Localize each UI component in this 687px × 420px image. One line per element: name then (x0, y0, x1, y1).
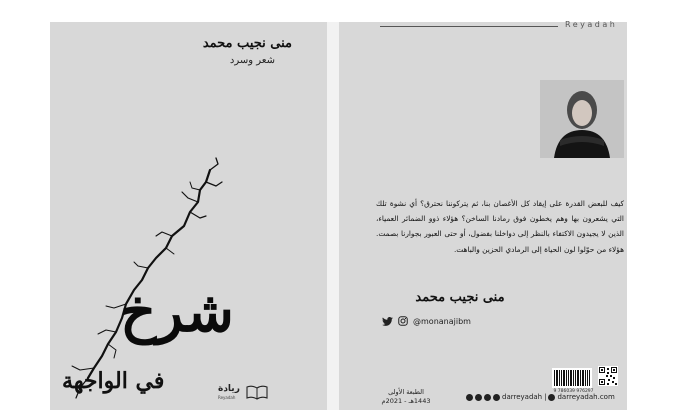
social-icons[interactable] (484, 394, 491, 401)
open-book-icon (246, 384, 268, 400)
front-cover (50, 22, 327, 410)
barcode-icon (552, 368, 592, 388)
author-photo (540, 80, 624, 158)
crack-illustration (50, 22, 327, 410)
instagram-icon[interactable] (398, 316, 408, 326)
publisher-contacts (466, 393, 615, 401)
book-title: شرخ (120, 279, 234, 345)
author-handle[interactable]: @monanajibm (413, 316, 471, 326)
book-spine (327, 22, 339, 410)
publisher-logo (218, 384, 240, 400)
publisher-name-ar: ريادة (218, 384, 240, 394)
front-author-name: منى نجيب محمد (202, 36, 292, 51)
front-genre: شعر وسرد (229, 55, 275, 66)
publisher-website[interactable]: darreyadah.com (557, 393, 615, 401)
web-icon (548, 394, 555, 401)
contacts-separator: | (544, 393, 547, 401)
edition-year: 1443هـ - 2021م (381, 396, 431, 405)
publisher-handle[interactable]: darreyadah (502, 393, 543, 401)
brand-divider (380, 26, 558, 27)
social-icons[interactable] (466, 394, 473, 401)
publisher-name-en: Reyadah (218, 395, 236, 400)
barcode-number: 9 786039 976297 (553, 389, 594, 394)
twitter-icon[interactable] (382, 317, 393, 326)
edition-label: الطبعة الأولى (388, 388, 424, 396)
back-author-name: منى نجيب محمد (415, 290, 505, 305)
social-icons[interactable] (475, 394, 482, 401)
edition-info (366, 388, 446, 406)
social-icons[interactable] (493, 394, 500, 401)
brand-wordmark: Reyadah (565, 20, 618, 29)
book-subtitle: في الواجهة (62, 368, 165, 394)
qr-code-icon (598, 366, 618, 386)
author-social-row (382, 316, 471, 326)
back-blurb: كيف للبعض القدرة على إيقاد كل الأغصان بنا، ثم يتركوننا نحترق؟ أي نشوة تلك التي يشعرون بها وهم يخطون فوق رمادنا الساخن؟ هؤلاء ذوو الضمائر العمياء، الذين لا يجيدون الاكتفاء بالنظر إلى دواخلنا بفضول، أو حتى العبور بجوارنا بصمت. هؤلاء من حوّلوا لون الحياة إلى الرمادي الحزين والباهت. (376, 199, 624, 254)
